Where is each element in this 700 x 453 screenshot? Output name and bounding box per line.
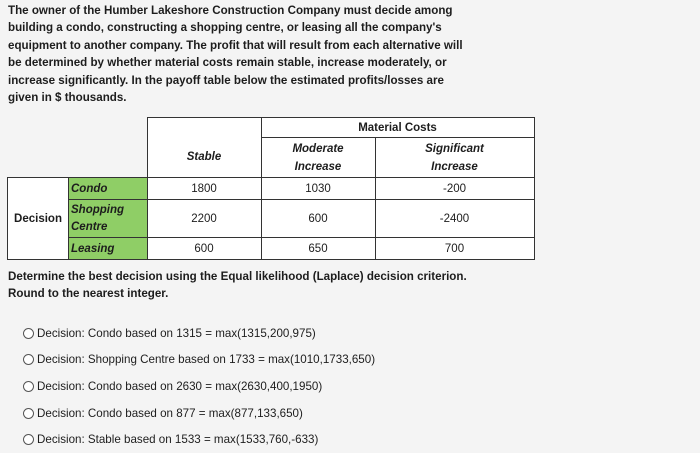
cell-leasing-stable: 600 — [147, 238, 261, 260]
cell-condo-significant: -200 — [375, 178, 534, 200]
radio-icon[interactable] — [23, 328, 34, 339]
option-label: Decision: Stable based on 1533 = max(1533,760,-633) — [37, 433, 319, 447]
row-label-condo: Condo — [69, 178, 148, 200]
option-label: Decision: Condo based on 1315 = max(1315,200,975) — [37, 326, 316, 340]
option-label: Decision: Shopping Centre based on 1733 = max(1010,1733,650) — [37, 353, 376, 367]
cell-condo-stable: 1800 — [147, 178, 261, 200]
cell-condo-moderate: 1030 — [261, 178, 375, 200]
question-text: Determine the best decision using the Equal likelihood (Laplace) decision criterion. Round to the nearest integer. — [8, 270, 467, 301]
radio-icon[interactable] — [23, 381, 34, 392]
cell-leasing-significant: 700 — [375, 238, 534, 260]
option-5[interactable] — [23, 426, 375, 453]
payoff-table — [7, 117, 535, 260]
problem-statement: The owner of the Humber Lakeshore Construction Company must decide among building a condo, constructing a shopping centre, or leasing all the company's equipment to another company. The profit that will result from each alternative will be determined by whether material costs remain stable, increase moderately, or increase significantly. In the payoff table below the estimated profits/losses are given in $ thousands. — [8, 4, 463, 105]
cell-leasing-moderate: 650 — [261, 238, 375, 260]
decision-row-header: Decision — [8, 178, 69, 260]
cell-shopping-moderate: 600 — [261, 200, 375, 238]
row-label-shopping-centre: Shopping Centre — [69, 200, 148, 238]
option-label: Decision: Condo based on 877 = max(877,133,650) — [37, 406, 303, 420]
col-stable: Stable — [147, 138, 261, 178]
answer-options — [23, 320, 375, 453]
material-costs-header: Material Costs — [261, 118, 534, 138]
row-label-leasing: Leasing — [69, 238, 148, 260]
option-label: Decision: Condo based on 2630 = max(2630,400,1950) — [37, 379, 323, 393]
radio-icon[interactable] — [23, 354, 34, 365]
col-moderate-increase: Moderate Increase — [261, 138, 375, 178]
radio-icon[interactable] — [23, 408, 34, 419]
radio-icon[interactable] — [23, 434, 34, 445]
option-2[interactable] — [23, 347, 375, 374]
option-3[interactable] — [23, 373, 375, 400]
cell-shopping-stable: 2200 — [147, 200, 261, 238]
col-significant-increase: Significant Increase — [375, 138, 534, 178]
option-1[interactable] — [23, 320, 375, 347]
cell-shopping-significant: -2400 — [375, 200, 534, 238]
option-4[interactable] — [23, 400, 375, 427]
